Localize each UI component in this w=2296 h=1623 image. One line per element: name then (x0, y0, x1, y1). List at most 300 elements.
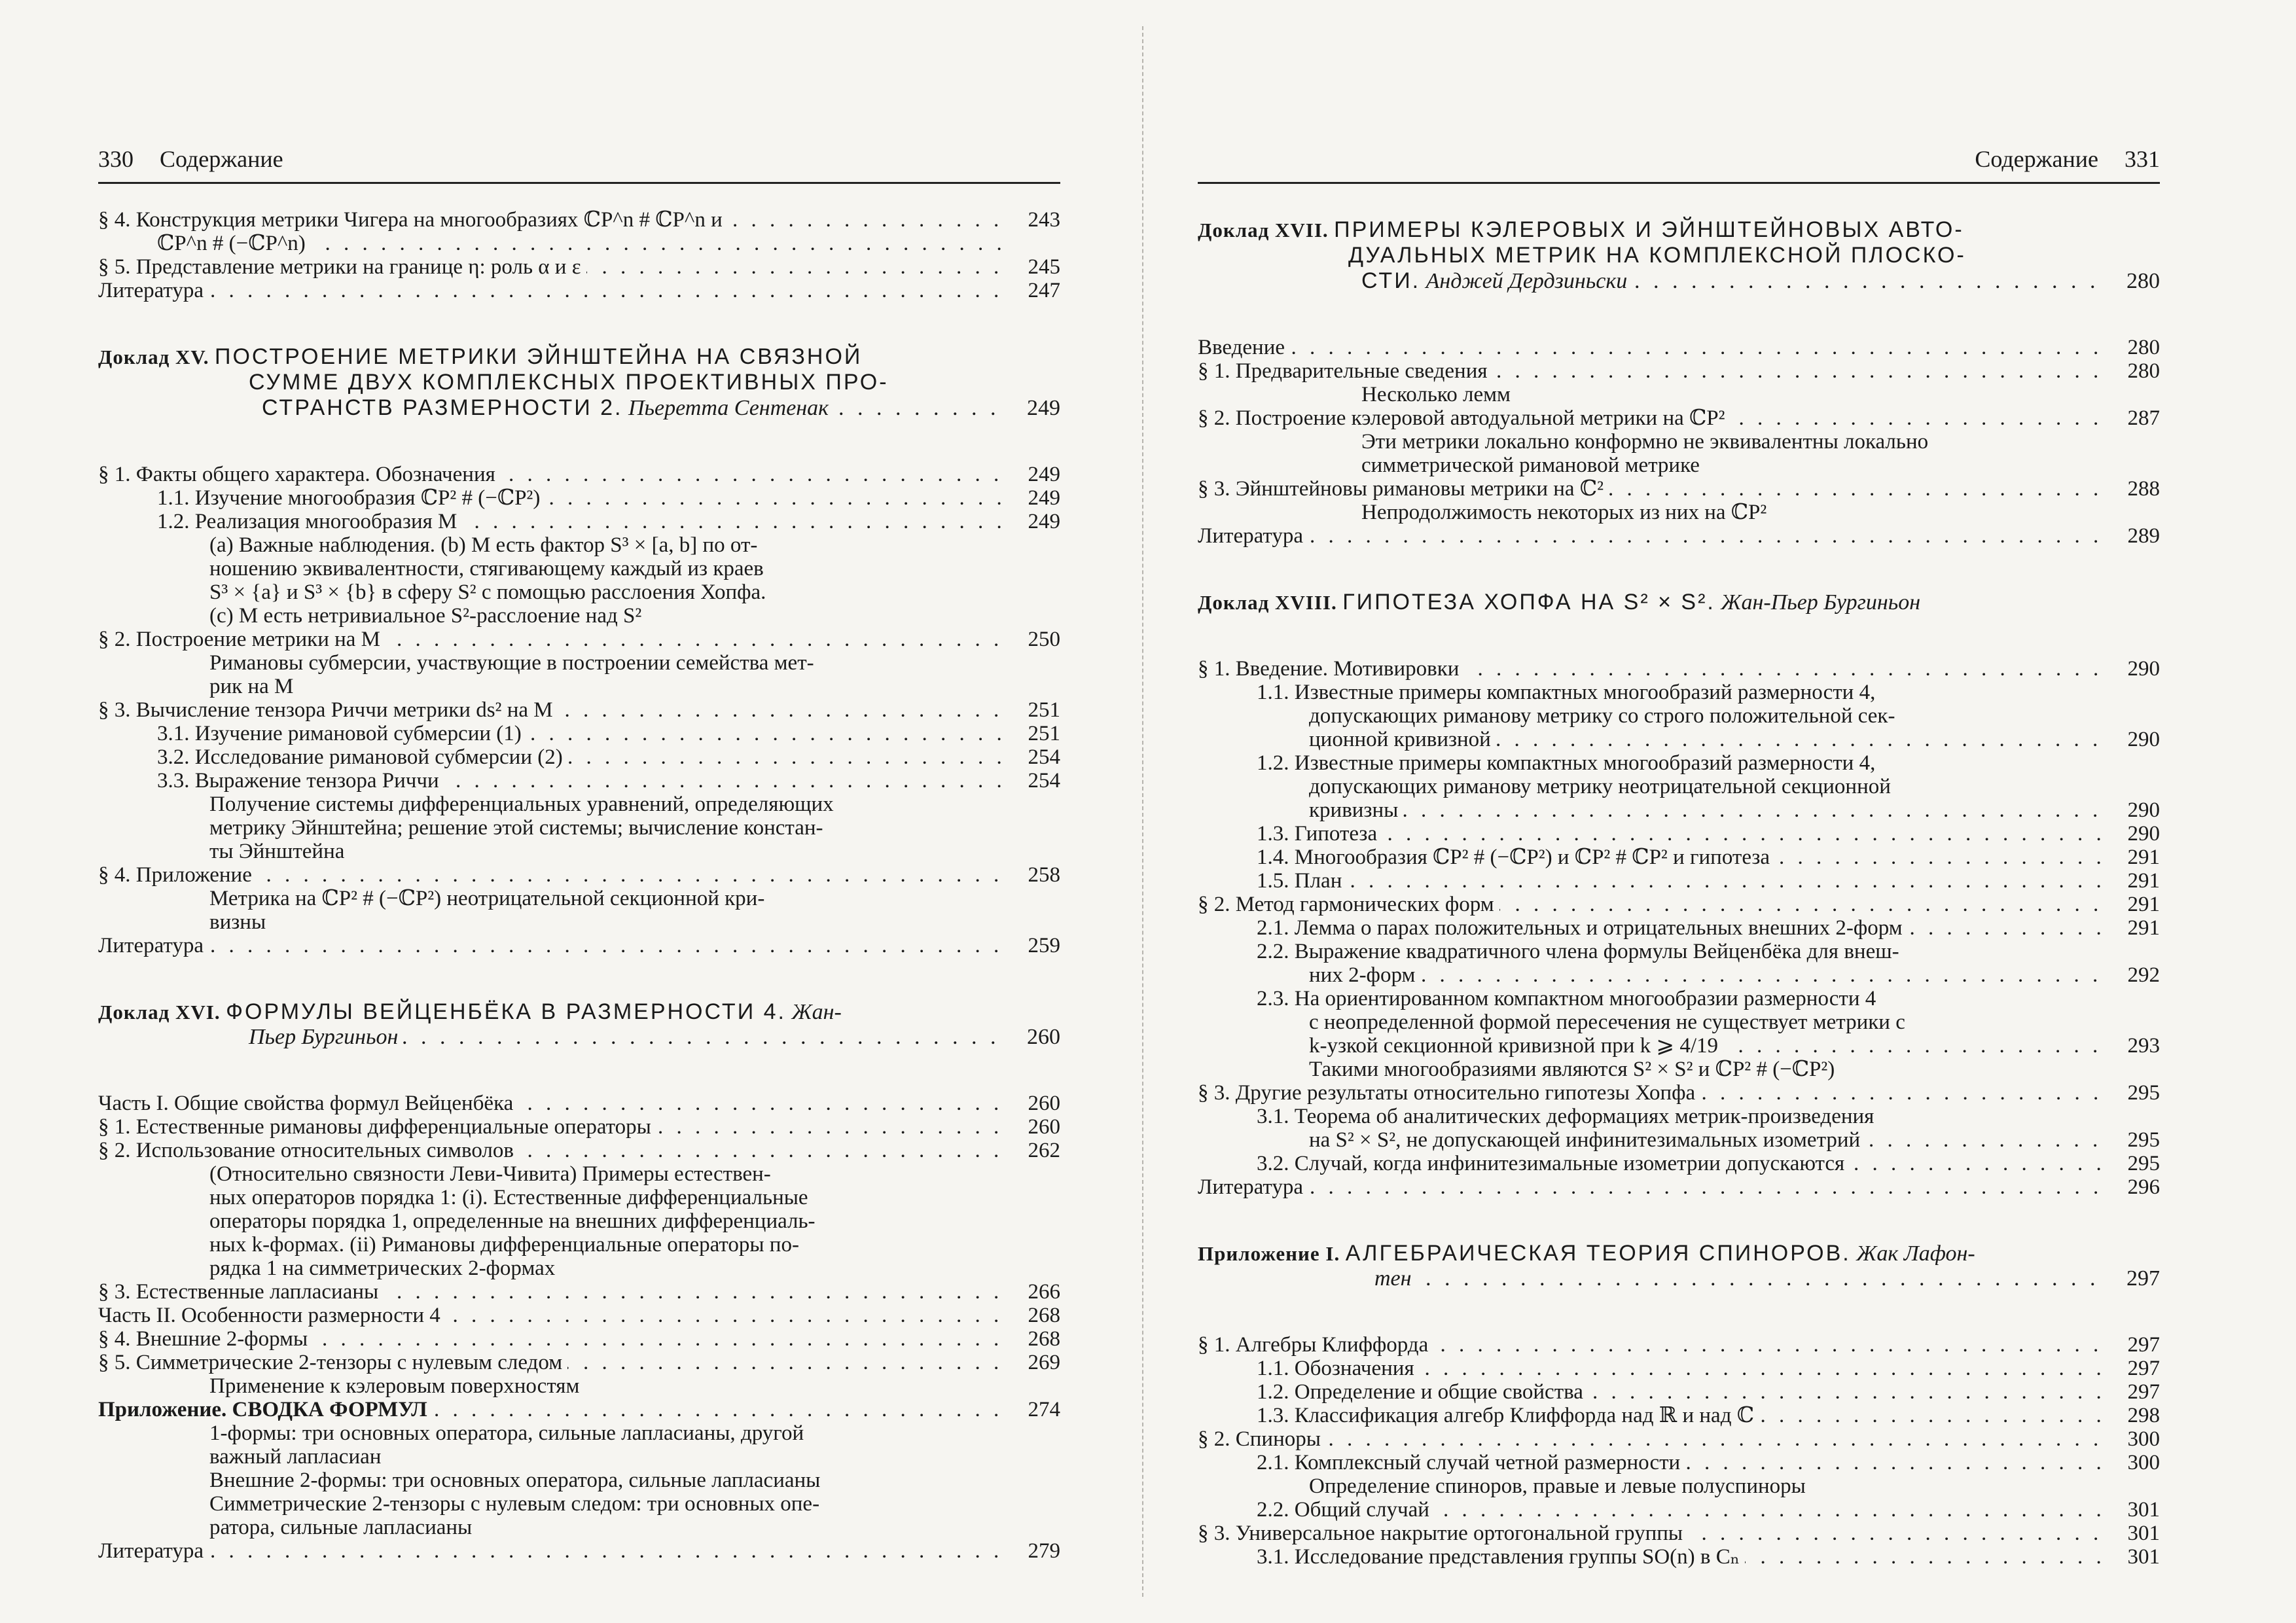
toc-page-number: 280 (2127, 336, 2160, 359)
toc-entry (98, 934, 1060, 957)
toc-entry (98, 463, 1060, 486)
toc-page-number: 289 (2127, 524, 2160, 548)
report-title-wrap (1198, 243, 1966, 268)
toc-entry-title (1198, 1333, 2110, 1357)
toc-entry-title (157, 232, 1011, 255)
toc-entry-title (209, 1516, 1011, 1539)
toc-entry-title (157, 722, 1011, 745)
toc-page-number: 258 (1028, 863, 1060, 887)
toc-entry-text: § 2. Построение метрики на M (98, 628, 386, 651)
report-title-line (98, 344, 1060, 370)
toc-entry (1198, 1034, 2160, 1058)
toc-entry (98, 1257, 1060, 1280)
toc-entry-title (157, 769, 1011, 793)
toc-entry-text: § 3. Эйнштейновы римановы метрики на ℂ² (1198, 477, 1609, 501)
toc-entry (1198, 359, 2160, 383)
toc-entry-title (209, 816, 1011, 840)
toc-entry-title (1309, 704, 2110, 728)
toc-entry (1198, 501, 2160, 524)
report-heading (1198, 217, 2160, 294)
toc-page-number: 290 (2127, 728, 2160, 751)
toc-page-number: 295 (2127, 1128, 2160, 1152)
toc-entry-text: § 2. Построение кэлеровой автодуальной метрики на ℂP² (1198, 406, 1731, 430)
toc-entry-text: ционной кривизной (1309, 728, 1496, 751)
toc-entry-text: Римановы субмерсии, участвующие в построении семейства мет- (209, 651, 819, 675)
toc-entry-title (1257, 987, 2110, 1010)
toc-page-number: 291 (2127, 916, 2160, 940)
toc-entry-text: 1.5. План (1257, 869, 1347, 893)
toc-entry-text: 1.2. Определение и общие свойства (1257, 1380, 1588, 1404)
toc-page-number: 301 (2127, 1498, 2160, 1522)
toc-entry (98, 510, 1060, 533)
page-number-left: 330 (98, 146, 134, 172)
toc-entry (1198, 477, 2160, 501)
toc-entry-title (1361, 501, 2110, 524)
toc-entry (1198, 751, 2160, 775)
toc-entry-text: ношению эквивалентности, стягивающему каждый из краев (209, 557, 769, 580)
report-title-text (1198, 217, 2160, 243)
toc-entry-title (1257, 1404, 2110, 1427)
toc-entry-text: 3.1. Исследование представления группы SO(n) в Cₙ (1257, 1545, 1745, 1569)
report-page: 297 (2126, 1266, 2160, 1291)
toc-entry (1198, 704, 2160, 728)
toc-entry-text: 3.1. Изучение римановой субмерсии (1) (157, 722, 527, 745)
toc-entry-text: Определение спиноров, правые и левые полуспиноры (1309, 1474, 1811, 1498)
toc-page-number: 247 (1028, 279, 1060, 302)
report-author: Жан- (791, 1000, 842, 1024)
toc-entry (1198, 987, 2160, 1010)
toc-page-number: 262 (1028, 1139, 1060, 1162)
toc-entry-title (98, 1139, 1011, 1162)
toc-page-number: 291 (2127, 893, 2160, 916)
report-title-line (1198, 1266, 2160, 1291)
toc-entry-title (209, 887, 1011, 910)
toc-entry-title (1257, 1105, 2110, 1128)
toc-entry-title (1198, 1081, 2110, 1105)
section-gap (98, 957, 1060, 999)
toc-entry (1198, 1498, 2160, 1522)
toc-entry (98, 745, 1060, 769)
toc-entry (98, 863, 1060, 887)
report-title-line (98, 370, 1060, 395)
toc-entry (1198, 1474, 2160, 1498)
toc-page-number: 274 (1028, 1398, 1060, 1421)
report-title-text (1198, 1241, 2160, 1266)
toc-entry-title (209, 840, 1011, 863)
toc-entry-text: метрику Эйнштейна; решение этой системы; вычисление констан- (209, 816, 829, 840)
toc-entry-text: ℂP^n # (−ℂP^n) (157, 232, 311, 255)
toc-entry (1198, 383, 2160, 406)
report-page: 280 (2126, 269, 2160, 293)
toc-entry (98, 1421, 1060, 1445)
report-title: ПРИМЕРЫ КЭЛЕРОВЫХ И ЭЙНШТЕЙНОВЫХ АВТО- (1334, 217, 1964, 242)
report-author: Жан-Пьер Бургиньон (1721, 590, 1921, 615)
toc-entry-text: 1.3. Гипотеза (1257, 822, 1382, 846)
toc-entry-title (98, 1398, 1011, 1421)
toc-entry-text: § 5. Представление метрики на границе η: роль α и ε (98, 255, 586, 279)
toc-entry-title (98, 934, 1011, 957)
toc-entry-title (209, 675, 1011, 698)
toc-entry-title (98, 1304, 1011, 1327)
toc-entry (98, 208, 1060, 232)
toc-page-number: 268 (1028, 1327, 1060, 1351)
toc-entry-title (98, 1351, 1011, 1374)
toc-entry-title (1257, 1357, 2110, 1380)
toc-entry-text: ных операторов порядка 1: (i). Естественные дифференциальные (209, 1186, 814, 1209)
toc-entry-title (209, 1445, 1011, 1469)
toc-entry (1198, 893, 2160, 916)
toc-entry (1198, 1451, 2160, 1474)
toc-entry (1198, 1081, 2160, 1105)
report-page: 249 (1027, 396, 1060, 420)
toc-entry (1198, 1152, 2160, 1175)
report-title-wrap (98, 1025, 403, 1049)
toc-entry-title (1257, 822, 2110, 846)
toc-entry-title (1257, 1380, 2110, 1404)
toc-entry-title (98, 279, 1011, 302)
toc-entry-text: (c) M есть нетривиальное S²-расслоение над S² (209, 604, 647, 628)
toc-entry-title (1198, 406, 2110, 430)
section-gap (98, 1050, 1060, 1092)
toc-entry-text: § 1. Введение. Мотивировки (1198, 657, 1464, 681)
toc-entry (98, 793, 1060, 816)
toc-entry-title (1361, 430, 2110, 454)
report-title-wrap (1198, 1266, 1417, 1291)
toc-entry (1198, 1522, 2160, 1545)
report-title: ДУАЛЬНЫХ МЕТРИК НА КОМПЛЕКСНОЙ ПЛОСКО- (1348, 243, 1966, 268)
toc-entry-title (209, 604, 1011, 628)
toc-entry-text: 2.1. Лемма о парах положительных и отрицательных внешних 2-форм (1257, 916, 1908, 940)
toc-entry (98, 722, 1060, 745)
toc-entry-title (1257, 916, 2110, 940)
toc-entry-title (98, 1115, 1011, 1139)
toc-entry (98, 1398, 1060, 1421)
report-label: Доклад XVIII. (1198, 591, 1337, 614)
toc-page-number: 279 (1028, 1539, 1060, 1563)
toc-entry-title (1309, 1474, 2110, 1498)
toc-entry-text: 2.2. Выражение квадратичного члена формулы Вейценбёка для внеш- (1257, 940, 1905, 963)
toc-right (1198, 217, 2160, 1569)
report-title-line (98, 1025, 1060, 1050)
report-title-text (1198, 268, 2110, 294)
report-title: СУММЕ ДВУХ КОМПЛЕКСНЫХ ПРОЕКТИВНЫХ ПРО- (249, 370, 889, 395)
toc-entry (98, 628, 1060, 651)
toc-entry-title (1309, 798, 2110, 822)
toc-page-number: 295 (2127, 1152, 2160, 1175)
report-heading (98, 999, 1060, 1050)
toc-entry (98, 910, 1060, 934)
toc-page-number: 249 (1028, 510, 1060, 533)
toc-entry-text: них 2-форм (1309, 963, 1420, 987)
toc-entry-text: 2.2. Общий случай (1257, 1498, 1435, 1522)
toc-entry-text: рядка 1 на симметрических 2-формах (209, 1257, 560, 1280)
toc-entry-text: 3.2. Случай, когда инфинитезимальные изометрии допускаются (1257, 1152, 1850, 1175)
report-title-wrap (1198, 269, 1632, 293)
section-gap (1198, 1291, 2160, 1333)
toc-entry-text: 1.3. Классификация алгебр Клиффорда над ℝ и над ℂ (1257, 1404, 1759, 1427)
toc-entry-title (98, 208, 1011, 232)
report-title: СТРАНСТВ РАЗМЕРНОСТИ 2. (262, 395, 623, 420)
toc-entry-text: допускающих риманову метрику со строго положительной сек- (1309, 704, 1900, 728)
toc-entry-title (98, 1539, 1011, 1563)
toc-entry-text: на S² × S², не допускающей инфинитезимальных изометрий (1309, 1128, 1865, 1152)
toc-entry (1198, 1105, 2160, 1128)
toc-entry-title (1198, 359, 2110, 383)
page-number-right: 331 (2125, 146, 2160, 172)
header-rule (98, 182, 1060, 184)
toc-entry-title (1198, 524, 2110, 548)
report-title-line (98, 395, 1060, 421)
toc-entry (98, 580, 1060, 604)
toc-entry-text: Часть II. Особенности размерности 4 (98, 1304, 446, 1327)
toc-page-number: 296 (2127, 1175, 2160, 1199)
report-title: СТИ. (1361, 268, 1421, 293)
toc-entry (98, 486, 1060, 510)
report-heading (1198, 590, 2160, 615)
toc-entry-title (209, 1469, 1011, 1492)
toc-entry-title (209, 793, 1011, 816)
report-label: Доклад XVI. (98, 1001, 221, 1024)
toc-entry-title (1257, 751, 2110, 775)
toc-entry-text: § 3. Естественные лапласианы (98, 1280, 384, 1304)
toc-entry (98, 1445, 1060, 1469)
toc-entry-title (209, 1374, 1011, 1398)
section-gap (1198, 548, 2160, 590)
toc-entry-text: § 2. Использование относительных символов (98, 1139, 519, 1162)
toc-entry-text: Литература (98, 279, 209, 302)
report-title-text (98, 395, 1011, 421)
toc-entry-text: 2.1. Комплексный случай четной размерности (1257, 1451, 1685, 1474)
toc-entry (98, 1539, 1060, 1563)
toc-page-number: 297 (2127, 1380, 2160, 1404)
toc-entry (98, 840, 1060, 863)
toc-page-number: 300 (2127, 1451, 2160, 1474)
running-head-right (1198, 145, 2160, 173)
toc-entry (1198, 940, 2160, 963)
toc-entry-text: с неопределенной формой пересечения не существует метрики с (1309, 1010, 1910, 1034)
toc-entry (1198, 336, 2160, 359)
toc-entry (1198, 1427, 2160, 1451)
toc-entry-text: Такими многообразиями являются S² × S² и ℂP² # (−ℂP²) (1309, 1058, 1840, 1081)
toc-entry-title (1198, 893, 2110, 916)
toc-entry-text: 1.2. Известные примеры компактных многообразий размерности 4, (1257, 751, 1880, 775)
toc-entry (1198, 1333, 2160, 1357)
toc-page-number: 249 (1028, 463, 1060, 486)
toc-entry (98, 1327, 1060, 1351)
toc-entry-text: § 3. Вычисление тензора Риччи метрики ds² на M (98, 698, 558, 722)
toc-entry-title (157, 745, 1011, 769)
toc-entry-title (1257, 1152, 2110, 1175)
book-gutter (1142, 26, 1143, 1597)
toc-entry (1198, 1545, 2160, 1569)
toc-entry (98, 698, 1060, 722)
toc-entry (98, 1139, 1060, 1162)
toc-entry (1198, 775, 2160, 798)
section-gap (1198, 615, 2160, 657)
right-page (1198, 0, 2160, 1623)
toc-entry-title (1257, 1451, 2110, 1474)
toc-entry-title (1309, 1010, 2110, 1034)
toc-entry-text: ных k-формах. (ii) Римановы дифференциальные операторы по- (209, 1233, 804, 1257)
report-title-text (98, 370, 1060, 395)
section-gap (98, 421, 1060, 463)
toc-entry-text: S³ × {a} и S³ × {b} в сферу S² с помощью расслоения Хопфа. (209, 580, 771, 604)
toc-entry-text: § 2. Метод гармонических форм (1198, 893, 1499, 916)
report-title-line (98, 999, 1060, 1025)
toc-entry (1198, 657, 2160, 681)
toc-entry-text: визны (209, 910, 271, 934)
toc-entry-title (209, 557, 1011, 580)
toc-page-number: 292 (2127, 963, 2160, 987)
toc-entry-title (98, 255, 1011, 279)
toc-entry-title (1198, 1175, 2110, 1199)
toc-page-number: 249 (1028, 486, 1060, 510)
toc-page-number: 301 (2127, 1545, 2160, 1569)
toc-entry-text: кривизны (1309, 798, 1403, 822)
toc-entry-text: Введение (1198, 336, 1290, 359)
toc-entry-title (1257, 846, 2110, 869)
toc-entry-title (1361, 454, 2110, 477)
toc-entry (98, 769, 1060, 793)
toc-entry-text: § 4. Конструкция метрики Чигера на многообразиях ℂP^n # ℂP^n и (98, 208, 728, 232)
toc-entry (98, 651, 1060, 675)
toc-entry-text: важный лапласиан (209, 1445, 386, 1469)
toc-entry-text: Симметрические 2-тензоры с нулевым следом: три основных опе- (209, 1492, 825, 1516)
toc-entry-title (209, 1209, 1011, 1233)
toc-entry (1198, 1058, 2160, 1081)
report-title-text (98, 999, 1060, 1025)
toc-entry-title (209, 1162, 1011, 1186)
toc-entry (98, 675, 1060, 698)
report-title-line (1198, 217, 2160, 243)
toc-entry (1198, 454, 2160, 477)
report-title: ПОСТРОЕНИЕ МЕТРИКИ ЭЙНШТЕЙНА НА СВЯЗНОЙ (215, 344, 863, 369)
toc-entry-title (1198, 477, 2110, 501)
toc-page-number: 260 (1028, 1092, 1060, 1115)
toc-entry-text: 1-формы: три основных оператора, сильные лапласианы, другой (209, 1421, 809, 1445)
toc-entry-text: 1.2. Реализация многообразия M (157, 510, 462, 533)
toc-entry (98, 1209, 1060, 1233)
toc-page-number: 290 (2127, 822, 2160, 846)
report-author: Жак Лафон- (1856, 1241, 1975, 1266)
toc-entry-title (1257, 869, 2110, 893)
toc-entry-title (1361, 383, 2110, 406)
toc-entry-text: рик на M (209, 675, 298, 698)
report-title-wrap (98, 396, 834, 420)
toc-entry-title (1309, 1034, 2110, 1058)
section-gap (1198, 1199, 2160, 1241)
toc-entry-text: § 4. Внешние 2-формы (98, 1327, 313, 1351)
report-page: 260 (1027, 1025, 1060, 1049)
section-gap (98, 302, 1060, 344)
toc-entry-text: ты Эйнштейна (209, 840, 350, 863)
report-title: ГИПОТЕЗА ХОПФА НА S² × S². (1342, 590, 1715, 615)
running-head-title: Содержание (1975, 146, 2098, 172)
toc-entry-text: Литература (1198, 524, 1308, 548)
toc-page-number: 254 (1028, 745, 1060, 769)
toc-entry (98, 1469, 1060, 1492)
section-gap (1198, 294, 2160, 336)
toc-page-number: 268 (1028, 1304, 1060, 1327)
report-title-text (1198, 1266, 2110, 1291)
toc-entry (98, 1516, 1060, 1539)
toc-entry-text: § 1. Естественные римановы дифференциальные операторы (98, 1115, 656, 1139)
toc-entry-text: Эти метрики локально конформно не эквивалентны локально (1361, 430, 1933, 454)
toc-entry (98, 1351, 1060, 1374)
toc-entry-text: k-узкой секционной кривизной при k ⩾ 4/19 (1309, 1034, 1723, 1058)
toc-entry-title (98, 1280, 1011, 1304)
toc-entry-text: 1.1. Изучение многообразия ℂP² # (−ℂP²) (157, 486, 545, 510)
toc-entry-text: § 2. Спиноры (1198, 1427, 1326, 1451)
report-title-text (98, 1025, 1011, 1050)
report-title: ФОРМУЛЫ ВЕЙЦЕНБЁКА В РАЗМЕРНОСТИ 4. (226, 999, 786, 1024)
toc-entry (1198, 430, 2160, 454)
running-head-left (98, 145, 1060, 173)
toc-page-number: 298 (2127, 1404, 2160, 1427)
toc-entry-title (1198, 1522, 2110, 1545)
toc-entry-text: 1.1. Известные примеры компактных многообразий размерности 4, (1257, 681, 1880, 704)
toc-entry-title (98, 463, 1011, 486)
report-title-line (1198, 1241, 2160, 1266)
toc-entry-text: 1.1. Обозначения (1257, 1357, 1420, 1380)
toc-entry-text: Приложение. СВОДКА ФОРМУЛ (98, 1398, 433, 1421)
toc-entry (1198, 1380, 2160, 1404)
toc-page-number: 266 (1028, 1280, 1060, 1304)
toc-page-number: 291 (2127, 846, 2160, 869)
toc-entry-text: Часть I. Общие свойства формул Вейценбёка (98, 1092, 518, 1115)
toc-entry-title (1198, 657, 2110, 681)
toc-entry-title (209, 1421, 1011, 1445)
toc-entry (1198, 822, 2160, 846)
toc-entry-text: § 1. Факты общего характера. Обозначения (98, 463, 501, 486)
report-heading (98, 344, 1060, 421)
toc-entry-text: 3.1. Теорема об аналитических деформациях метрик-произведения (1257, 1105, 1879, 1128)
report-title-line (1198, 268, 2160, 294)
toc-entry-text: Непродолжимость некоторых из них на ℂP² (1361, 501, 1772, 524)
toc-entry (98, 1492, 1060, 1516)
toc-entry-title (1257, 1545, 2110, 1569)
toc-page-number: 251 (1028, 722, 1060, 745)
toc-entry-text: § 5. Симметрические 2-тензоры с нулевым следом (98, 1351, 567, 1374)
report-author: Анджей Дердзиньски (1426, 269, 1628, 293)
report-author: Пьер Бургиньон (249, 1025, 399, 1049)
toc-entry (1198, 1404, 2160, 1427)
toc-entry (1198, 1357, 2160, 1380)
toc-entry (98, 604, 1060, 628)
toc-entry (98, 1115, 1060, 1139)
toc-page-number: 245 (1028, 255, 1060, 279)
toc-entry (1198, 869, 2160, 893)
toc-entry-title (209, 1233, 1011, 1257)
toc-entry (98, 816, 1060, 840)
toc-entry-text: Литература (98, 1539, 209, 1563)
toc-entry-text: (Относительно связности Леви-Чивита) Примеры естествен- (209, 1162, 776, 1186)
toc-entry (98, 887, 1060, 910)
toc-entry-text: § 1. Предварительные сведения (1198, 359, 1493, 383)
toc-entry (1198, 963, 2160, 987)
toc-entry-text: 2.3. На ориентированном компактном многообразии размерности 4 (1257, 987, 1881, 1010)
toc-entry-title (98, 698, 1011, 722)
left-page (98, 0, 1060, 1623)
toc-entry (98, 1186, 1060, 1209)
toc-entry-text: ратора, сильные лапласианы (209, 1516, 477, 1539)
toc-entry (98, 255, 1060, 279)
toc-entry-title (209, 1492, 1011, 1516)
toc-entry (1198, 728, 2160, 751)
toc-page-number: 290 (2127, 657, 2160, 681)
toc-entry-title (1309, 1128, 2110, 1152)
toc-page-number: 301 (2127, 1522, 2160, 1545)
